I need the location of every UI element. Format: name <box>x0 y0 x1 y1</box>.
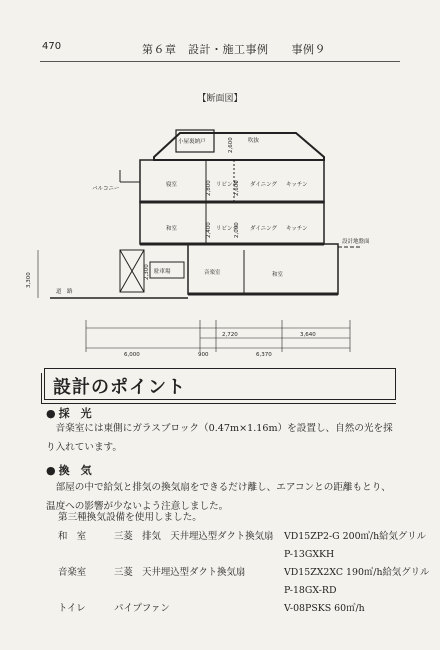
design-points-box <box>44 368 396 400</box>
dim-d5: 6,370 <box>256 352 272 358</box>
dim-d2: 3,640 <box>300 332 316 338</box>
room-lower-dining: ダイニング <box>250 226 278 232</box>
maker-cell: 三菱 排気 天井埋込型ダクト換気扇 <box>114 531 274 542</box>
room-attic-storage: 小屋裏納戸 <box>178 139 206 145</box>
dim-h1: 2,600 <box>228 137 234 153</box>
road-label: 道 路 <box>56 289 73 295</box>
chapter-title: 第６章 設計・施工事例 事例９ <box>142 43 326 56</box>
ventilation-text: 部屋の中で給気と排気の換気扇をできるだけ離し、エアコンとの距離もとり、温度への影響が少ないよう注意しました。 <box>46 482 391 512</box>
design-points-title: 設計のポイント <box>53 377 186 398</box>
maker-cell: パイプファン <box>114 603 170 614</box>
table-row <box>58 528 434 564</box>
dim-h2: 2,800 <box>206 180 212 196</box>
dim-h4: 2,400 <box>206 222 212 238</box>
room-lower-kitchen: キッチン <box>286 226 308 232</box>
bullet-icon: ● <box>46 407 56 420</box>
figure-title: 【断面図】 <box>197 94 243 104</box>
header-rule <box>40 61 400 62</box>
ventilation-equipment-table <box>58 528 434 618</box>
table-row <box>58 600 434 618</box>
page-header <box>40 41 400 59</box>
dim-h5: 2,000 <box>234 222 240 238</box>
model-cell: VD15ZP2-G 200㎥/h給気グリルP-13GXKH <box>284 531 426 560</box>
table-row <box>58 564 434 600</box>
room-upper-living: リビング <box>216 182 238 188</box>
dim-d4: 900 <box>198 352 209 358</box>
room-music: 音楽室 <box>204 270 221 276</box>
room-lower-bedroom: 和室 <box>166 226 178 232</box>
dim-h3: 2,600 <box>234 180 240 196</box>
room-lower-living: リビング <box>216 226 238 232</box>
lower-floor <box>140 202 324 244</box>
room-upper-bedroom: 寝室 <box>166 182 178 188</box>
balcony-label: バルコニー <box>92 186 120 192</box>
room-basement-japanese: 和室 <box>272 272 284 278</box>
dim-h6: 2,300 <box>144 264 150 280</box>
section-drawing <box>20 100 400 358</box>
upper-floor <box>140 160 324 202</box>
maker-cell: 三菱 天井埋込型ダクト換気扇 <box>114 567 246 578</box>
model-cell: VD15ZX2XC 190㎥/h給気グリルP-18GX-RD <box>284 567 430 596</box>
page-number: 470 <box>42 41 62 52</box>
lighting-text: 音楽室には東側にガラスブロック（0.47m×1.16m）を設置し、自然の光を採り入れています。 <box>46 423 393 453</box>
dim-d3: 6,000 <box>124 352 140 358</box>
room-cell: 音楽室 <box>58 567 87 578</box>
dim-left-height: 3,300 <box>26 272 32 288</box>
bullet-icon: ● <box>46 464 56 477</box>
lighting-heading: ● 採 光 <box>46 407 92 420</box>
dim-d1: 2,720 <box>222 332 238 338</box>
room-garage: 駐車場 <box>154 269 171 275</box>
ventilation-text-2: 第三種換気設備を使用しました。 <box>58 512 202 523</box>
room-cell: トイレ <box>58 603 86 614</box>
ventilation-heading: ● 換 気 <box>46 464 92 477</box>
basement <box>188 244 338 294</box>
model-cell: V-08PSKS 60㎥/h <box>284 603 365 614</box>
room-upper-kitchen: キッチン <box>286 182 308 188</box>
room-cell: 和 室 <box>58 531 87 542</box>
room-upper-dining: ダイニング <box>250 182 278 188</box>
roof-outline <box>154 133 324 160</box>
ground-level-label: 設計地盤面 <box>342 239 370 245</box>
room-loft: 吹抜 <box>248 138 260 144</box>
